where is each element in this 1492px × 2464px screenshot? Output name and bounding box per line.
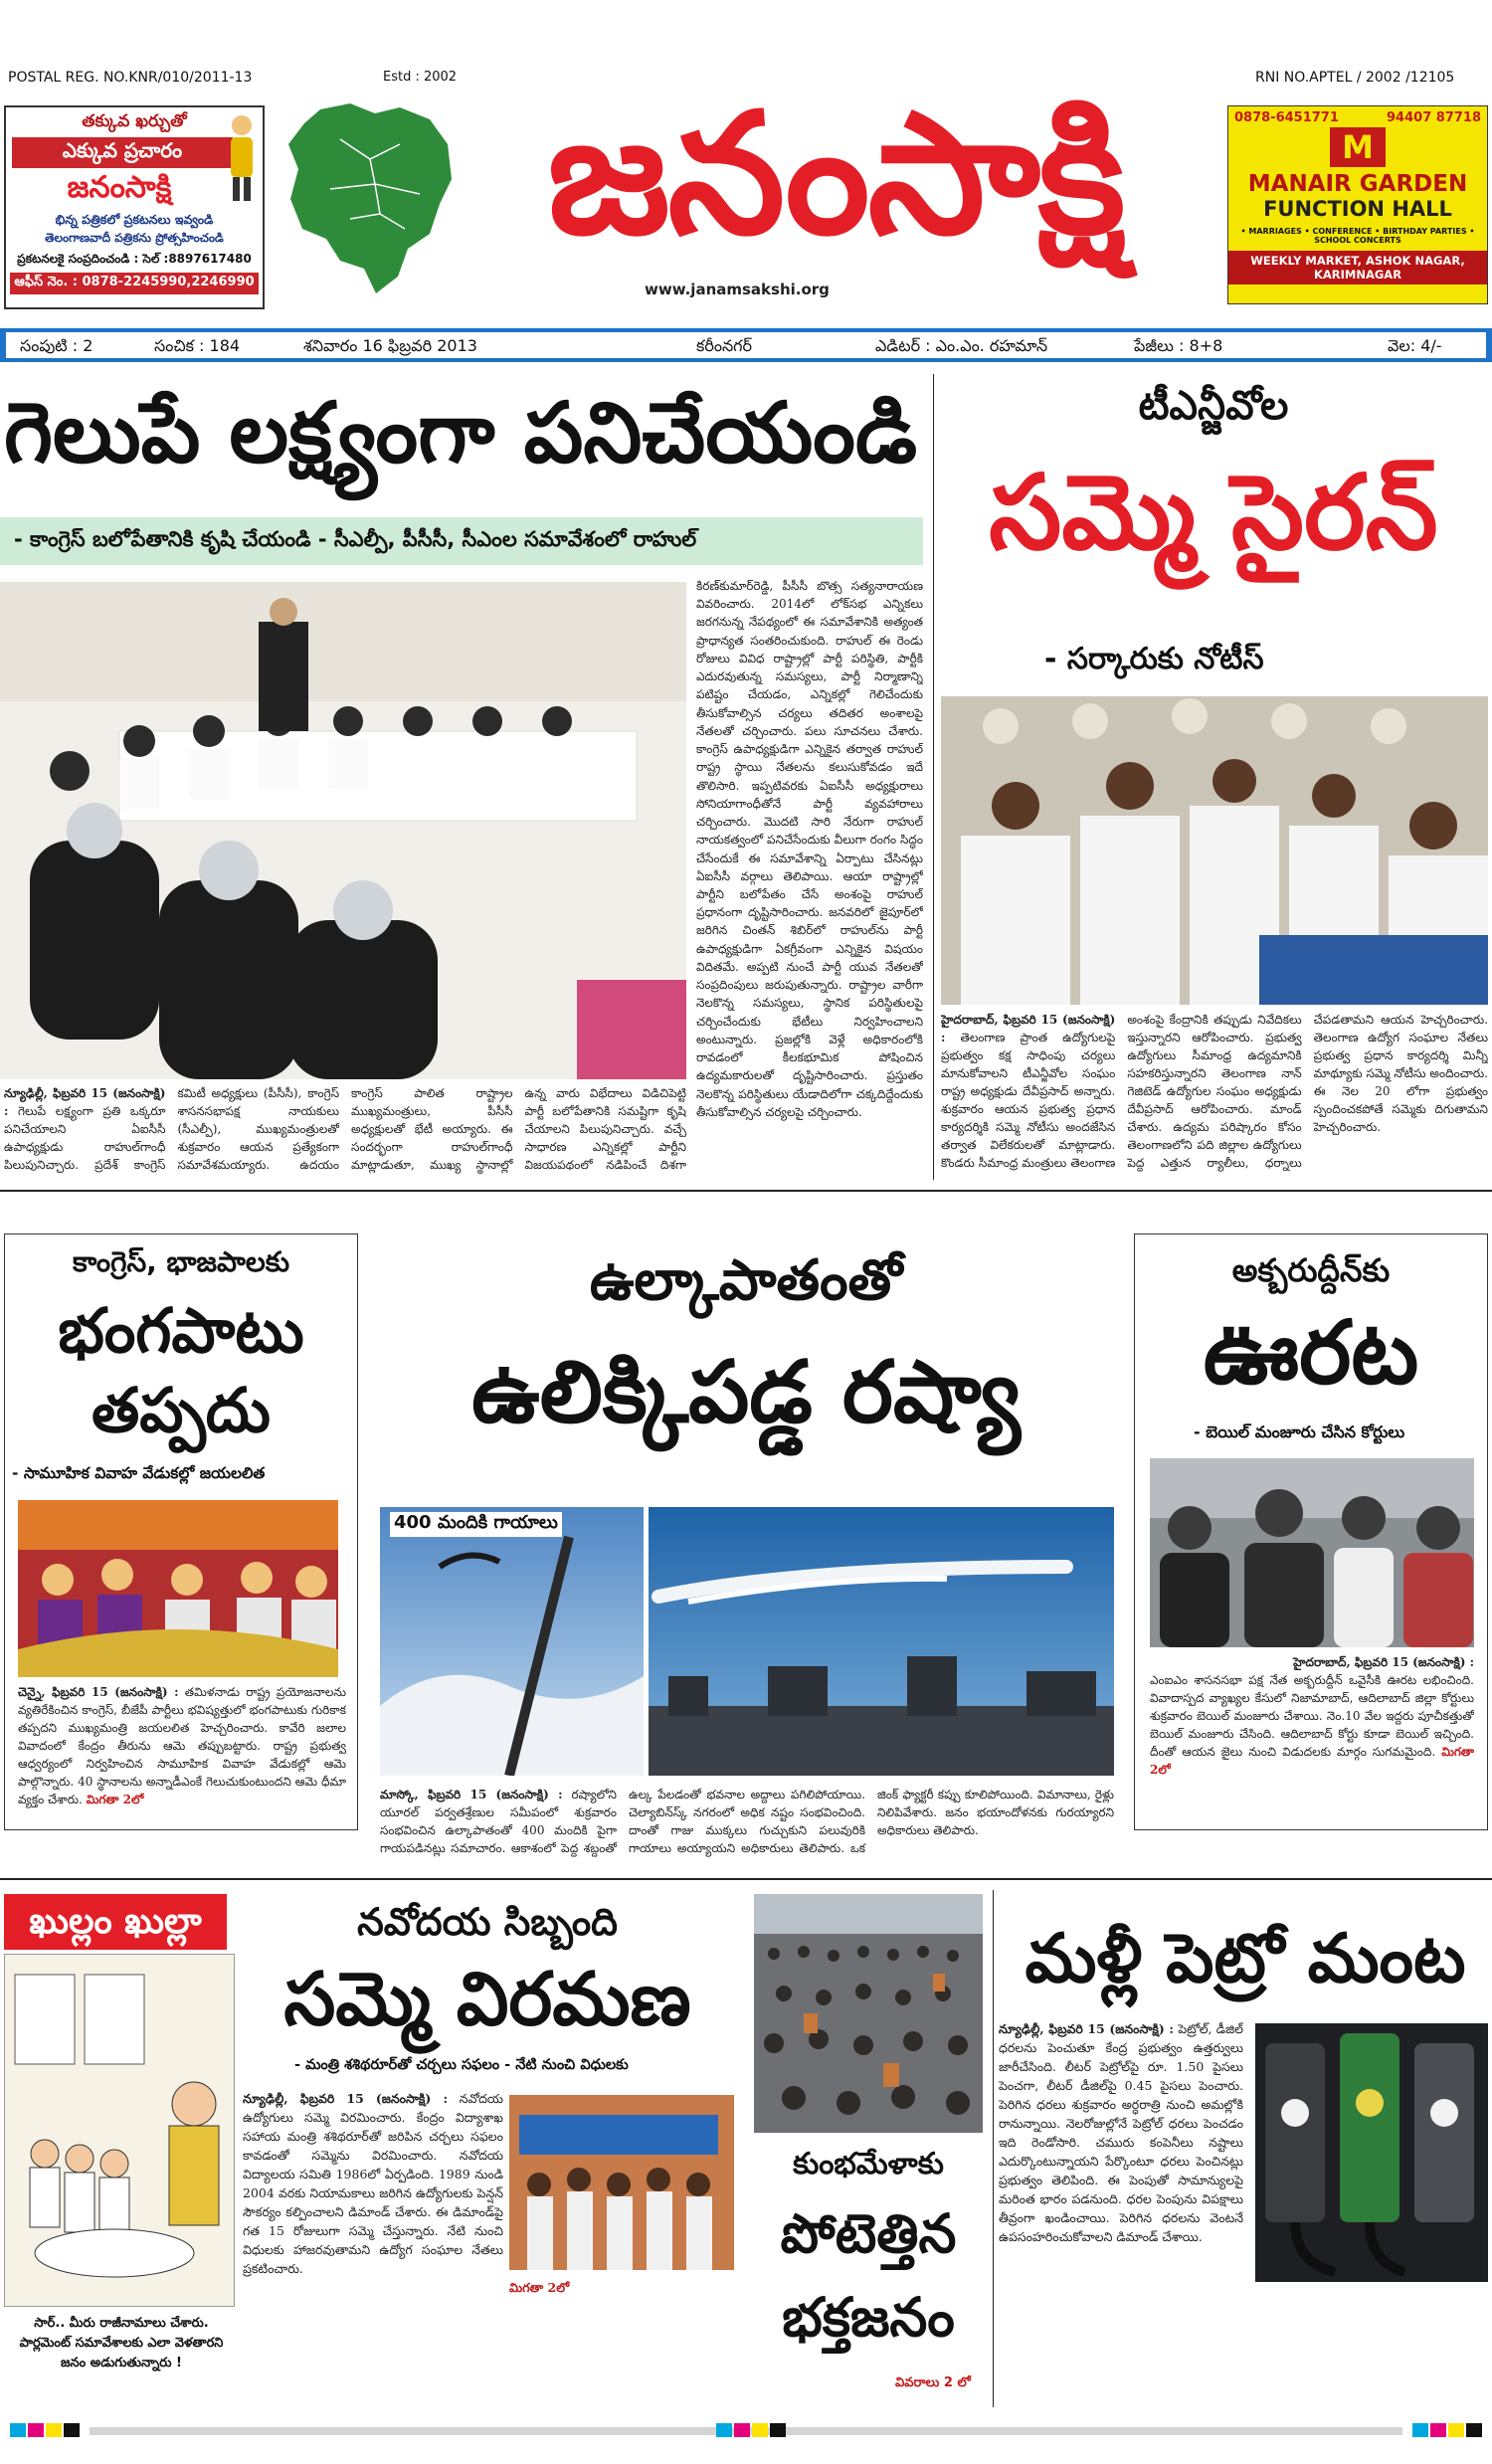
right-ad-address: WEEKLY MARKET, ASHOK NAGAR, KARIMNAGAR bbox=[1228, 251, 1487, 284]
info-date: శనివారం 16 ఫిబ్రవరి 2013 bbox=[303, 336, 477, 355]
rni-number: RNI NO.APTEL / 2002 /12105 bbox=[1255, 70, 1455, 86]
kumbh-headline1: పోటెత్తిన bbox=[780, 2202, 957, 2265]
kumbh-continued: వివరాలు 2 లో bbox=[895, 2375, 971, 2390]
tngo-subhead: - సర్కారుకు నోటీస్ bbox=[1044, 642, 1264, 676]
lead-side-column: కిరణ్‌కుమార్‌రెడ్డి, పీసీసీ బొత్స సత్యనారాయణ వివరించారు. 2014లో లోక్‌సభ ఎన్నికలు జరగనున్న నేపథ్యంలో ఈ సమావేశానికి అత్యంత ప్రాధాన్యత సంతరించుకుంది. రాహుల్ ఈ రెండు రోజులు వివిధ రాష్ట్రాల్లో పార్టీ పరిస్థితి, పార్టీకి ఎదురవుతున్న సమస్యలు, పార్టీ నిర్మాణాన్ని పటిష్టం చేయడం, ఎన్నికల్లో గెలిచేందుకు తీసుకోవాల్సిన చర్యలు తదితర అంశాలపై నేతలతో చర్చించారు. పలు సూచనలు చేశారు. కాంగ్రెస్ ఉపాధ్యక్షుడిగా ఎన్నికైన తర్వాత రాహుల్ రాష్ట్ర స్థాయి నేతలను కలుసుకోవడం ఇదే తొలిసారి. ఇప్పటివరకు ఏఐసీసీ అధ్యక్షురాలు సోనియాగాంధీతోనే పార్టీ వ్యవహారాలు చర్చించారు. మొదటి సారి నేరుగా రాహుల్ నాయకత్వంలో పనిచేసేందుకు వీలుగా రంగం సిద్ధం చేసేందుకే ఈ సమావేశాన్ని ఏర్పాటు చేసినట్లు ఏఐసీసీ వర్గాలు తెలిపాయి. ఆయా రాష్ట్రాల్లో పార్టీని బలోపేతం చేసే అంశంపై రాహుల్ ప్రధానంగా దృష్టిసారించారు. జనవరిలో జైపూర్‌లో జరిగిన చింతన్ శిబిర్‌లో రాహుల్‌ను పార్టీ ఉపాధ్యక్షుడిగా ఏకగ్రీవంగా ఎన్నికైన విషయం విదితమే. అప్పటి నుంచే పార్టీ యువ నేతలతో సంప్రదింపులు జరుపుతున్నారు. రాష్ట్రాల వారీగా నెలకొన్న సమస్యలు, స్థానిక పరిస్థితులపై చర్చించేందుకు భేటీలు నిర్వహించాలని అంటున్నారు. ప్రజల్లోకి వెళ్లే అధికారంలోకి రావడంలో కీలకభూమిక పోషించిన ఉద్యమకారులతో దృష్టిసారించారు. ప్రస్తుతం నెలకొన్న పరిస్థితులు యేడాదిలోగా చక్కదిద్దేందుకు తీసుకోవాల్సిన చర్యలపై చర్చించారు. bbox=[696, 579, 923, 1119]
right-ad-name: MANAIR GARDEN bbox=[1247, 171, 1468, 197]
mascot-icon bbox=[225, 113, 259, 203]
meteor-photo-caption: 400 మందికి గాయాలు bbox=[390, 1512, 562, 1537]
lead-photo bbox=[0, 582, 686, 1079]
cartoon-caption: సార్.. మీరు రాజీనామాలు చేశారు. పార్లమెంట్ సమావేశాలకు ఎలా వెళతారని జనం అడుగుతున్నారు ! bbox=[19, 2316, 224, 2371]
left-ad-contact: ప్రకటనలకై సంప్రదించండి : సెల్ :8897617480 bbox=[17, 252, 252, 266]
congress-bjp-kicker: కాంగ్రెస్, భాజపాలకు bbox=[72, 1245, 290, 1278]
meteor-body bbox=[380, 1786, 1114, 1875]
navodaya-body bbox=[243, 2089, 503, 2397]
kumbh-headline2: భక్తజనం bbox=[782, 2286, 955, 2349]
tngo-dateline: హైదరాబాద్, ఫిబ్రవరి 15 (జనంసాక్షి) : bbox=[941, 1013, 1116, 1044]
masthead-website: www.janamsakshi.org bbox=[645, 281, 830, 298]
left-advertisement bbox=[4, 105, 265, 309]
navodaya-photo bbox=[509, 2095, 734, 2270]
akbar-kicker: అక్బరుద్దీన్‌కు bbox=[1231, 1251, 1391, 1289]
jayalalitha-photo bbox=[18, 1500, 338, 1677]
meteor-dateline: మాస్కో, ఫిబ్రవరి 15 (జనంసాక్షి) : bbox=[380, 1788, 563, 1801]
info-pages: పేజీలు : 8+8 bbox=[1134, 336, 1223, 355]
petrol-dateline: న్యూఢిల్లీ, ఫిబ్రవరి 15 (జనంసాక్షి) : bbox=[999, 2021, 1175, 2036]
congress-bjp-text: తమిళనాడు రాష్ట్ర ప్రయోజనాలను వ్యతిరేకించిన కాంగ్రెస్, బీజేపీ పార్టీలు భవిష్యత్తులో భంగపాటుకు గురికాక తప్పదని ముఖ్యమంత్రి జయలలిత హెచ్చరించారు. కావేరి జలాల వివాదంలో కేంద్రం తీరును ఆమె తప్పుబట్టారు. రాష్ట్ర ప్రభుత్వ ఆధ్వర్యంలో నిర్వహించిన సామూహిక వివాహ వేడుకల్లో ఆమె పాల్గొన్నారు. 40 స్థానాలను అన్నాడీఎంకే గెలుచుకుంటుందని ఆమె ధీమా వ్యక్తం చేశారు. bbox=[18, 1685, 346, 1806]
tngo-body bbox=[941, 1011, 1488, 1180]
right-ad-sub: FUNCTION HALL bbox=[1263, 197, 1452, 221]
lead-bottom-column bbox=[4, 1084, 686, 1179]
petrol-headline: మళ్లీ పెట్రో మంట bbox=[1025, 1920, 1466, 1998]
akbar-headline: ఊరట bbox=[1203, 1301, 1419, 1404]
left-ad-brand: జనంసాక్షి bbox=[67, 170, 172, 205]
akbar-dateline: హైదరాబాద్, ఫిబ్రవరి 15 (జనంసాక్షి) : bbox=[1293, 1655, 1474, 1669]
left-ad-line4: తెలంగాణవాదీ పత్రికను ప్రోత్సహించండి bbox=[45, 231, 224, 245]
lead-headline: గెలుపే లక్ష్యంగా పనిచేయండి bbox=[4, 384, 917, 481]
established: Estd : 2002 bbox=[383, 70, 458, 85]
kumbh-photo bbox=[754, 1894, 983, 2133]
right-ad-phone1: 0878-6451771 bbox=[1234, 110, 1339, 125]
navodaya-kicker: నవోదయ సిబ్బంది bbox=[357, 1900, 618, 1944]
telangana-map-icon bbox=[280, 99, 460, 298]
right-ad-services: • MARRIAGES • CONFERENCE • BIRTHDAY PARTIES • SCHOOL CONCERTS bbox=[1240, 227, 1475, 245]
meteor-headline: ఉలిక్కిపడ్డ రష్యా bbox=[471, 1343, 1021, 1442]
congress-bjp-headline1: భంగపాటు bbox=[58, 1294, 304, 1367]
petrol-body-right bbox=[1255, 2288, 1488, 2402]
masthead-title: జనంసాక్షి bbox=[547, 77, 1124, 272]
info-editor: ఎడిటర్ : ఎం.ఎం. రహమాన్ bbox=[875, 336, 1048, 355]
right-ad-phone2: 94407 87718 bbox=[1387, 110, 1481, 125]
akbar-continued: మిగతా 2లో bbox=[1150, 1745, 1474, 1777]
tngo-headline: సమ్మె సైరన్ bbox=[989, 452, 1438, 573]
kumbh-kicker: కుంభమేళాకు bbox=[793, 2147, 944, 2181]
right-advertisement bbox=[1227, 105, 1488, 304]
petrol-text: పెట్రోల్, డీజిల్ ధరలను పెంచుతూ కేంద్ర ప్రభుత్వం ఉత్తర్వులు జారీచేసింది. లీటర్ పెట్రోల్‌పై రూ. 1.50 పైసలు పెంచగా, లీటర్ డీజిల్‌పై 0.45 పైసలు పెంచారు. పెరిగిన ధరలు శుక్రవారం అర్ధరాత్రి నుంచి అమల్లోకి రానున్నాయి. నెలరోజుల్లోనే పెట్రోల్ ధరలు పెంచడం ఇది రెండోసారి. చమురు కంపెనీలు నష్టాలు ఎదుర్కొంటున్నాయని పేర్కొంటూ ధరలు పెంచినట్లు ప్రభుత్వం తెలిపింది. ఈ పెంపుతో సామాన్యులపై మరింత భారం పడనుంది. ధరల పెంపును విపక్షాలు తీవ్రంగా ఖండించాయి. పెరిగిన ధరలను వెంటనే ఉపసంహరించుకోవాలని డిమాండ్ చేశాయి. bbox=[999, 2021, 1243, 2244]
hall-logo-icon: M bbox=[1330, 127, 1386, 167]
congress-bjp-dateline: చెన్నై, ఫిబ్రవరి 15 (జనంసాక్షి) : bbox=[18, 1685, 179, 1699]
cartoon-illustration bbox=[4, 1954, 235, 2307]
meteor-text: రష్యాలోని యూరల్ పర్వతశ్రేణుల సమీపంలో శుక్రవారం సంభవించిన ఉల్కాపాతంతో 400 మందికి పైగా గాయపడినట్లు సమాచారం. ఆకాశంలో పెద్ద శబ్దంతో ఉల్క పేలడంతో భవనాల అద్దాలు పగిలిపోయాయి. చెల్యాబిన్‌స్క్ నగరంలో అధిక నష్టం సంభవించింది. దాంతో గాజు ముక్కలు గుచ్చుకుని పలువురికి గాయాలు అయ్యాయని అధికారులు తెలిపారు. ఒక జింక్ ఫ్యాక్టరీ కప్పు కూలిపోయింది. విమానాలు, రైళ్లు నిలిపివేశారు. జనం భయాందోళనకు గురయ్యారని అధికారులు తెలిపారు. bbox=[380, 1788, 1114, 1855]
navodaya-headline: సమ్మె విరమణ bbox=[283, 1957, 691, 2042]
left-ad-line2: ఎక్కువ ప్రచారం bbox=[12, 137, 233, 168]
lead-subhead: - కాంగ్రెస్ బలోపేతానికి కృషి చేయండి - సీఎల్పీ, పీసీసీ, సీఎంల సమావేశంలో రాహుల్ bbox=[14, 527, 697, 551]
akbar-body bbox=[1150, 1653, 1474, 1822]
lead-dateline: న్యూఢిల్లీ, ఫిబ్రవరి 15 (జనంసాక్షి) : bbox=[4, 1086, 166, 1118]
left-ad-line1: తక్కువ ఖర్చుతో bbox=[82, 111, 187, 131]
info-place: కరీంనగర్ bbox=[696, 336, 753, 355]
congress-bjp-continued: మిగతా 2లో bbox=[86, 1793, 144, 1806]
tngo-photo bbox=[941, 696, 1488, 1005]
congress-bjp-headline2: తప్పదు bbox=[92, 1374, 271, 1446]
petrol-body bbox=[999, 2019, 1243, 2402]
info-price: వెల: 4/- bbox=[1388, 336, 1442, 355]
registration-marks bbox=[10, 2423, 80, 2437]
postal-reg: POSTAL REG. NO.KNR/010/2011-13 bbox=[8, 70, 253, 86]
meteor-photo-right bbox=[649, 1507, 1114, 1776]
tngo-text: తెలంగాణ ప్రాంత ఉద్యోగులపై ప్రభుత్వం కక్ష సాధింపు చర్యలు మానుకోవాలని టీఎన్జీవోల సంఘం రాష్ట్ర అధ్యక్షుడు దేవీప్రసాద్ అన్నారు. శుక్రవారం ఆయన ప్రభుత్వ ప్రధాన కార్యదర్శికి సమ్మె నోటీసు అందజేసిన తర్వాత విలేకరులతో మాట్లాడారు. కొండరు సీమాంధ్ర మంత్రులు తెలంగాణ అంశంపై కేంద్రానికి తప్పుడు నివేదికలు ఇస్తున్నారని ఆరోపించారు. ప్రభుత్వ ఉద్యోగులు సీమాంధ్ర ఉద్యమానికి సహకరిస్తున్నారని తెలంగాణ నాన్ గెజిటెడ్ ఉద్యోగుల సంఘం అధ్యక్షుడు దేవీప్రసాద్ ఆరోపించారు. మాండ్ చేశారు. ఉద్యమ పరిష్కారం కోసం తెలంగాణలోని పది జిల్లాల ఉద్యోగులు పెద్ద ఎత్తున ర్యాలీలు, ధర్నాలు చేపడతామని ఆయన హెచ్చరించారు. తెలంగాణ ఉద్యోగ సంఘాల నేతలు ప్రభుత్వ ప్రధాన కార్యదర్శి మిన్నీ మాథ్యూకు సమ్మె నోటీసు అందించారు. ఈ నెల 20 లోగా ప్రభుత్వం స్పందించకపోతే సమ్మెకు దిగుతామని హెచ్చరించారు. bbox=[941, 1013, 1488, 1170]
meteor-photo-left bbox=[380, 1507, 644, 1776]
info-issue: సంచిక : 184 bbox=[154, 336, 241, 355]
left-ad-office: ఆఫీస్ నెం. : 0878-2245990,2246990 bbox=[10, 273, 259, 294]
akbar-text: ఎంఐఎం శాసనసభా పక్ష నేత అక్బరుద్దీన్ ఒవైసీకి ఊరట లభించింది. వివాదాస్పద వ్యాఖ్యల కేసులో నిజామాబాద్, ఆదిలాబాద్ జిల్లా కోర్టులు శుక్రవారం బెయిల్ మంజూరు చేశాయి. నెం.10 వేల ఇద్దరు పూచీకత్తుతో బెయిల్ మంజూరు చేసింది. ఆదిలాబాద్ కోర్టు కూడా బెయిల్ ఇచ్చింది. దీంతో ఆయన జైలు నుంచి విడుదలకు మార్గం సుగమమైంది. bbox=[1150, 1673, 1474, 1759]
cartoon-title: ఖుల్లం ఖుల్లా bbox=[4, 1894, 227, 1950]
lead-body: గెలుపే లక్ష్యంగా ప్రతి ఒక్కరూ పనిచేయాలని ఏఐసీసీ ఉపాధ్యక్షుడు రాహుల్‌గాంధీ పిలుపునిచ్చారు. ప్రదేశ్ కాంగ్రెస్ కమిటీ అధ్యక్షులు (పీసీసీ), కాంగ్రెస్ శాసనసభాపక్ష నాయకులు (సీఎల్పీ), ముఖ్యమంత్రులతో శుక్రవారం ఆయన ప్రత్యేకంగా సమావేశమయ్యారు. ఉదయం కాంగ్రెస్ పాలిత రాష్ట్రాల ముఖ్యమంత్రులు, పీసీసీ అధ్యక్షులతో భేటీ అయ్యారు. ఈ సందర్భంగా రాహుల్‌గాంధీ మాట్లాడుతూ, ముఖ్య స్థానాల్లో ఉన్న వారు విభేదాలు విడిచిపెట్టి పార్టీ బలోపేతానికి సమష్టిగా కృషి చేయాలని పిలుపునిచ్చారు. వచ్చే సాధారణ ఎన్నికల్లో పార్టీని విజయపథంలో నడిపించే దిశగా bbox=[4, 1086, 686, 1172]
navodaya-body-right bbox=[509, 2278, 734, 2402]
navodaya-subhead: - మంత్రి శశిథరూర్‌తో చర్చలు సఫలం - నేటి నుంచి విధులకు bbox=[294, 2057, 629, 2073]
tngo-kicker: టీఎన్జీవోల bbox=[1138, 383, 1289, 429]
navodaya-dateline: న్యూఢిల్లీ, ఫిబ్రవరి 15 (జనంసాక్షి) : bbox=[243, 2091, 449, 2106]
congress-bjp-body bbox=[18, 1683, 346, 1822]
akbar-photo bbox=[1150, 1458, 1474, 1647]
navodaya-text: నవోదయ ఉద్యోగులు సమ్మె విరమించారు. కేంద్రం విద్యాశాఖ సహాయ మంత్రి శశిథరూర్‌తో జరిపిన చర్చలు సఫలం కావడంతో సమ్మెను విరమించారు. నవోదయ విద్యాలయ సమితి 1986లో ఏర్పడింది. 1989 నుండి 2004 వరకు నియామకాలు జరిగిన ఉద్యోగులకు పెన్షన్ సౌకర్యం కల్పించాలని డిమాండ్ చేశారు. ఈ డిమాండ్‌పై గత 15 రోజులుగా సమ్మె చేస్తున్నారు. నేటి నుంచి విధులకు హాజరవుతామని ఉద్యోగ సంఘాల నేతలు ప్రకటించారు. bbox=[243, 2091, 503, 2276]
petrol-pump-photo bbox=[1255, 2023, 1488, 2282]
akbar-subhead: - బెయిల్ మంజూరు చేసిన కోర్టులు bbox=[1194, 1422, 1405, 1441]
meteor-kicker: ఉల్కాపాతంతో bbox=[589, 1248, 903, 1313]
congress-bjp-subhead: - సామూహిక వివాహ వేడుకల్లో జయలలిత bbox=[12, 1464, 266, 1482]
navodaya-continued: మిగతా 2లో bbox=[509, 2280, 570, 2295]
info-volume: సంపుటి : 2 bbox=[20, 336, 93, 355]
left-ad-line3: భిన్న పత్రికలో ప్రకటనలు ఇవ్వండి bbox=[55, 212, 214, 227]
